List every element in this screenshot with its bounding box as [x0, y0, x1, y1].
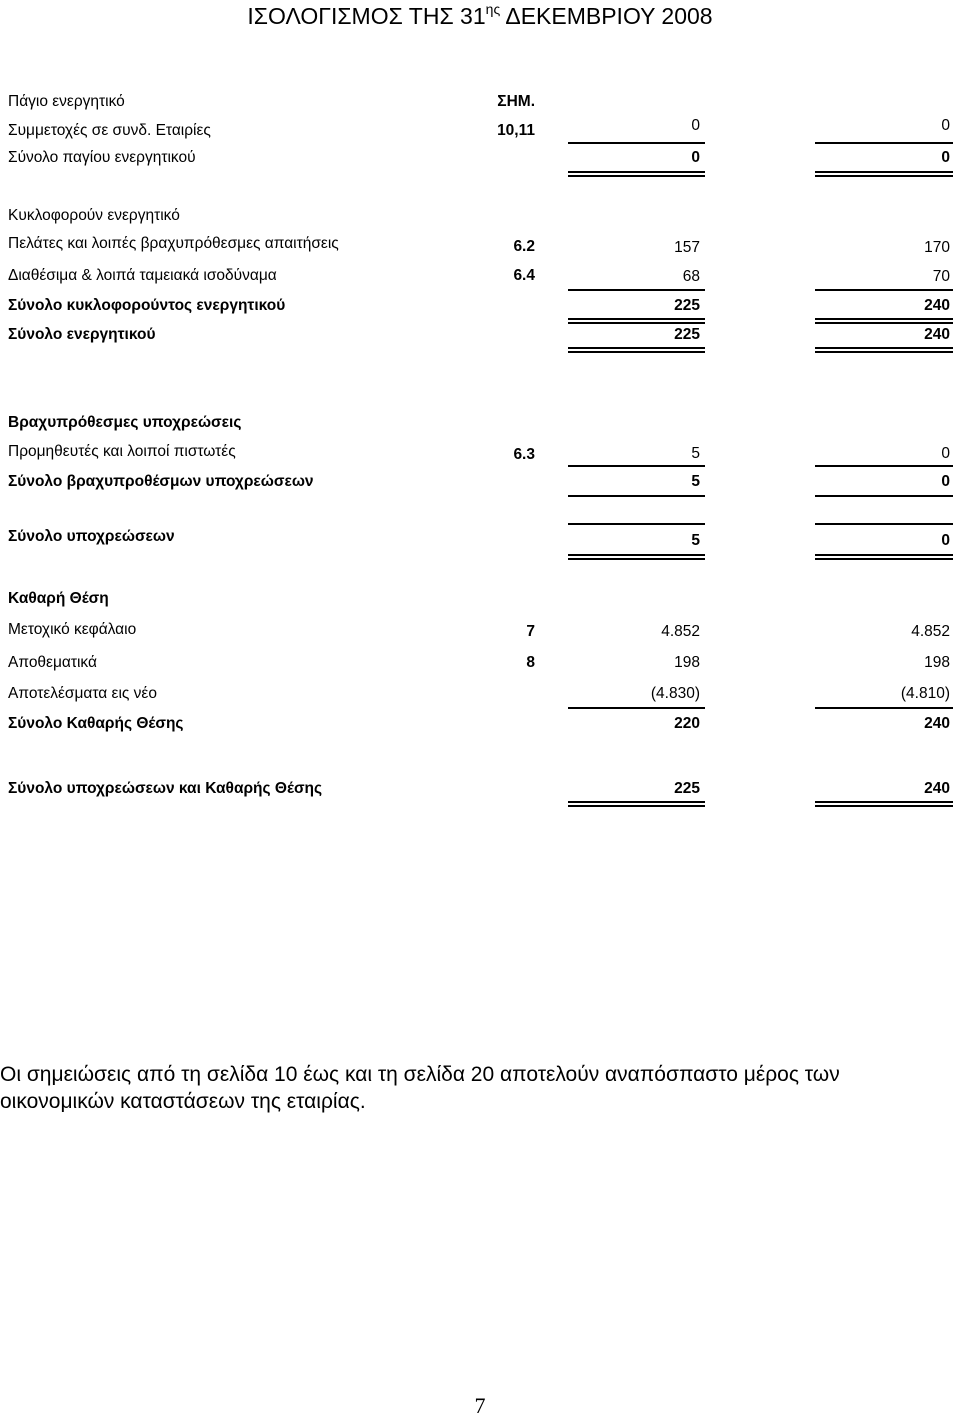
row-value-2007: 170 [924, 239, 950, 256]
total-value-2008: 220 [674, 715, 700, 732]
row-note: 10,11 [497, 122, 535, 139]
row-note: 8 [526, 654, 535, 671]
total-rule [568, 351, 705, 353]
total-rule [815, 322, 953, 324]
total-rule [568, 171, 705, 173]
row-note: 6.3 [513, 446, 535, 463]
total-rule [815, 351, 953, 353]
total-value-2007: 240 [924, 780, 950, 797]
total-value-2008: 225 [674, 297, 700, 314]
total-rule [815, 175, 953, 177]
row-label: Διαθέσιμα & λοιπά ταμειακά ισοδύναμα [8, 267, 277, 284]
row-value-2008: (4.830) [650, 685, 700, 702]
row-value-2008: 4.852 [661, 623, 700, 640]
row-value-2008: 198 [674, 654, 700, 671]
current-assets-heading: Κυκλοφορούν ενεργητικό [8, 207, 180, 224]
footer-note-line-1: Οι σημειώσεις από τη σελίδα 10 έως και τη σελίδα 20 αποτελούν αναπόσπαστο μέρος των [0, 1063, 840, 1086]
row-value-2008: 0 [691, 117, 700, 134]
subtotal-rule [568, 523, 705, 525]
notes-column-header: ΣΗΜ. [497, 93, 535, 110]
row-value-2007: 0 [941, 117, 950, 134]
row-value-2008: 5 [691, 445, 700, 462]
total-value-2007: 0 [941, 473, 950, 490]
row-note: 6.4 [513, 267, 535, 284]
row-value-2007: 0 [941, 445, 950, 462]
equity-heading: Καθαρή Θέση [8, 590, 109, 607]
total-value-2008: 5 [691, 473, 700, 490]
row-value-2007: 70 [932, 268, 950, 285]
total-rule [815, 805, 953, 807]
row-value-2007: (4.810) [900, 685, 950, 702]
total-value-2007: 0 [941, 532, 950, 549]
total-label: Σύνολο κυκλοφορούντος ενεργητικού [8, 297, 286, 314]
page-title: ΙΣΟΛΟΓΙΣΜΟΣ ΤΗΣ $31^{\eta\varsigma}$ ΔΕΚΕΜΒΡΙΟΥ 2008 [247, 1, 713, 29]
total-value-2008: 225 [674, 780, 700, 797]
total-rule [568, 318, 705, 320]
total-rule [815, 558, 953, 560]
subtotal-rule [815, 523, 953, 525]
row-label: Προμηθευτές και λοιποί πιστωτές [8, 443, 236, 460]
total-rule [568, 805, 705, 807]
row-label: Πελάτες και λοιπές βραχυπρόθεσμες απαιτήσεις [8, 235, 339, 252]
fixed-assets-heading: Πάγιο ενεργητικό [8, 93, 125, 110]
subtotal-rule [815, 495, 953, 497]
footer-note-line-2: οικονομικών καταστάσεων της εταιρίας. [0, 1090, 366, 1113]
total-value-2008: 225 [674, 326, 700, 343]
subtotal-rule [568, 707, 705, 709]
row-label: Αποθεματικά [8, 654, 97, 671]
short-term-liabilities-heading: Βραχυπρόθεσμες υποχρεώσεις [8, 414, 242, 431]
row-note: 7 [526, 623, 535, 640]
subtotal-rule [815, 707, 953, 709]
total-rule [568, 322, 705, 324]
subtotal-rule [815, 142, 953, 144]
total-label: Σύνολο Καθαρής Θέσης [8, 715, 184, 732]
total-value-2007: 240 [924, 326, 950, 343]
total-rule [568, 175, 705, 177]
total-label: Σύνολο παγίου ενεργητικού [8, 149, 196, 166]
total-rule [815, 171, 953, 173]
total-rule [815, 347, 953, 349]
total-liabilities-label: Σύνολο υποχρεώσεων [8, 528, 175, 545]
total-rule [568, 558, 705, 560]
total-rule [568, 347, 705, 349]
row-note: 6.2 [513, 238, 535, 255]
total-rule [815, 801, 953, 803]
total-rule [815, 554, 953, 556]
subtotal-rule [568, 495, 705, 497]
total-value-2007: 0 [941, 149, 950, 166]
total-value-2008: 5 [691, 532, 700, 549]
total-value-2008: 0 [691, 149, 700, 166]
total-label: Σύνολο βραχυπροθέσμων υποχρεώσεων [8, 473, 314, 490]
total-liabilities-equity-label: Σύνολο υποχρεώσεων και Καθαρής Θέσης [8, 780, 323, 797]
total-rule [815, 318, 953, 320]
subtotal-rule [815, 465, 953, 467]
row-label: Μετοχικό κεφάλαιο [8, 621, 137, 638]
page-number: 7 [474, 1393, 486, 1418]
subtotal-rule [568, 142, 705, 144]
row-value-2008: 68 [682, 268, 700, 285]
total-value-2007: 240 [924, 297, 950, 314]
row-label: Συμμετοχές σε συνδ. Εταιρίες [8, 122, 211, 139]
total-rule [568, 801, 705, 803]
row-value-2007: 4.852 [911, 623, 950, 640]
subtotal-rule [568, 289, 705, 291]
subtotal-rule [568, 465, 705, 467]
row-value-2007: 198 [924, 654, 950, 671]
total-assets-label: Σύνολο ενεργητικού [8, 326, 156, 343]
total-value-2007: 240 [924, 715, 950, 732]
row-label: Αποτελέσματα εις νέο [8, 685, 157, 702]
total-rule [568, 554, 705, 556]
row-value-2008: 157 [674, 239, 700, 256]
subtotal-rule [815, 289, 953, 291]
